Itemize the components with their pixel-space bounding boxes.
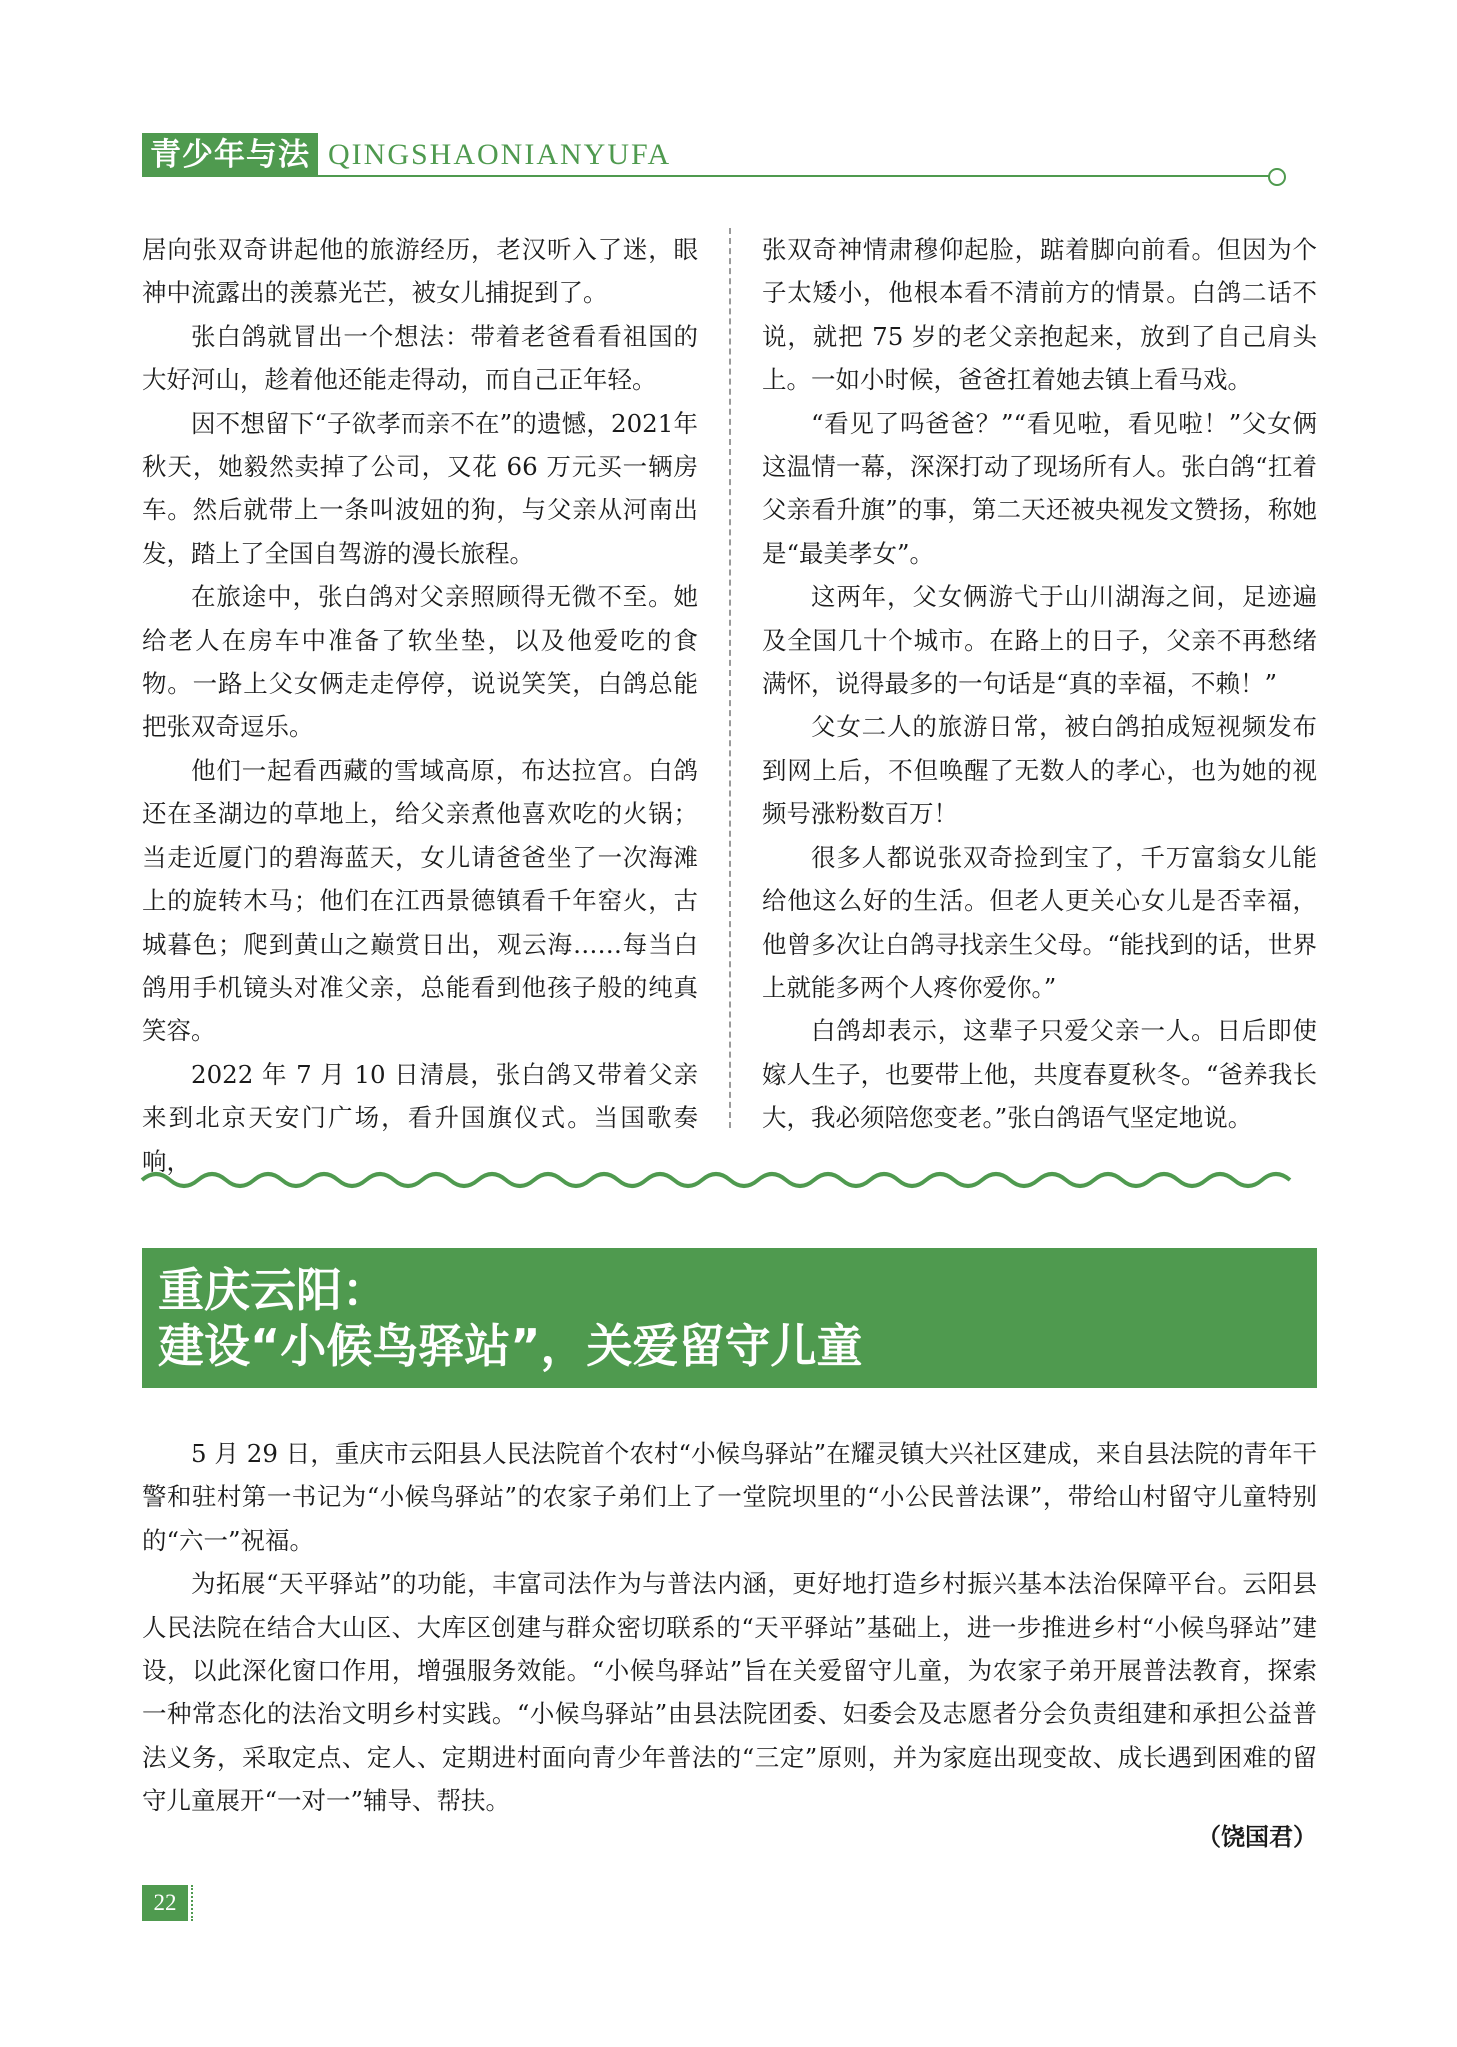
- article2-title-line1: 重庆云阳：: [158, 1263, 388, 1317]
- paragraph: 这两年，父女俩游弋于山川湖海之间，足迹遍及全国几十个城市。在路上的日子，父亲不再愁绪满怀，说得最多的一句话是“真的幸福，不赖！”: [762, 582, 1317, 699]
- paragraph: 张双奇神情肃穆仰起脸，踮着脚向前看。但因为个子太矮小，他根本看不清前方的情景。白鸽二话不说，就把 75 岁的老父亲抱起来，放到了自己肩头上。一如小时候，爸爸扛着她去镇上看马戏。: [762, 235, 1317, 395]
- header-rule: [142, 175, 1270, 177]
- paragraph: 在旅途中，张白鸽对父亲照顾得无微不至。她给老人在房车中准备了软坐垫，以及他爱吃的食物。一路上父女俩走走停停，说说笑笑，白鸽总能把张双奇逗乐。: [142, 582, 698, 742]
- article2-body: [142, 1432, 1317, 1823]
- article2-title-banner: [142, 1248, 1317, 1388]
- article1-left-column: [142, 228, 698, 1183]
- paragraph: 居向张双奇讲起他的旅游经历，老汉听入了迷，眼神中流露出的羡慕光芒，被女儿捕捉到了。: [142, 235, 698, 308]
- paragraph: 5 月 29 日，重庆市云阳县人民法院首个农村“小候鸟驿站”在耀灵镇大兴社区建成，来自县法院的青年干警和驻村第一书记为“小候鸟驿站”的农家子弟们上了一堂院坝里的“小公民普法课”，带给山村留守儿童特别的“六一”祝福。: [142, 1439, 1317, 1555]
- paragraph: 白鸽却表示，这辈子只爱父亲一人。日后即使嫁人生子，也要带上他，共度春夏秋冬。“爸养我长大，我必须陪您变老。”张白鸽语气坚定地说。: [762, 1016, 1317, 1133]
- header-rule-end-circle: [1268, 168, 1286, 186]
- magazine-pinyin: QINGSHAONIANYUFA: [328, 138, 672, 171]
- page-number: 22: [142, 1885, 188, 1921]
- paragraph: “看见了吗爸爸？”“看见啦，看见啦！”父女俩这温情一幕，深深打动了现场所有人。张白鸽“扛着父亲看升旗”的事，第二天还被央视发文赞扬，称她是“最美孝女”。: [762, 408, 1317, 568]
- magazine-title: 青少年与法: [142, 133, 318, 177]
- article2-title-line2: 建设“小候鸟驿站”，关爱留守儿童: [158, 1319, 863, 1373]
- paragraph: 因不想留下“子欲孝而亲不在”的遗憾，2021年秋天，她毅然卖掉了公司，又花 66 万元买一辆房车。然后就带上一条叫波妞的狗，与父亲从河南出发，踏上了全国自驾游的漫长旅程。: [142, 408, 698, 568]
- column-divider: [729, 228, 731, 1128]
- paragraph: 2022 年 7 月 10 日清晨，张白鸽又带着父亲来到北京天安门广场，看升国旗仪式。当国歌奏响，: [142, 1059, 698, 1176]
- page-number-dots: [191, 1885, 193, 1921]
- wave-divider: [140, 1170, 1320, 1190]
- paragraph: 他们一起看西藏的雪域高原，布达拉宫。白鸽还在圣湖边的草地上，给父亲煮他喜欢吃的火锅；当走近厦门的碧海蓝天，女儿请爸爸坐了一次海滩上的旋转木马；他们在江西景德镇看千年窑火，古城暮色；爬到黄山之巅赏日出，观云海……每当白鸽用手机镜头对准父亲，总能看到他孩子般的纯真笑容。: [142, 755, 698, 1046]
- article1-right-column: [762, 228, 1317, 1140]
- paragraph: 很多人都说张双奇捡到宝了，千万富翁女儿能给他这么好的生活。但老人更关心女儿是否幸福，他曾多次让白鸽寻找亲生父母。“能找到的话，世界上就能多两个人疼你爱你。”: [762, 842, 1317, 1002]
- magazine-header: [142, 133, 671, 177]
- paragraph: 张白鸽就冒出一个想法：带着老爸看看祖国的大好河山，趁着他还能走得动，而自己正年轻。: [142, 321, 698, 395]
- paragraph: 父女二人的旅游日常，被白鸽拍成短视频发布到网上后，不但唤醒了无数人的孝心，也为她的视频号涨粉数百万！: [762, 712, 1317, 829]
- article2-author: （饶国君）: [1197, 1823, 1317, 1851]
- paragraph: 为拓展“天平驿站”的功能，丰富司法作为与普法内涵，更好地打造乡村振兴基本法治保障平台。云阳县人民法院在结合大山区、大库区创建与群众密切联系的“天平驿站”基础上，进一步推进乡村“小候鸟驿站”建设，以此深化窗口作用，增强服务效能。“小候鸟驿站”旨在关爱留守儿童，为农家子弟开展普法教育，探索一种常态化的法治文明乡村实践。“小候鸟驿站”由县法院团委、妇委会及志愿者分会负责组建和承担公益普法义务，采取定点、定人、定期进村面向青少年普法的“三定”原则，并为家庭出现变故、成长遇到困难的留守儿童展开“一对一”辅导、帮扶。: [142, 1569, 1317, 1816]
